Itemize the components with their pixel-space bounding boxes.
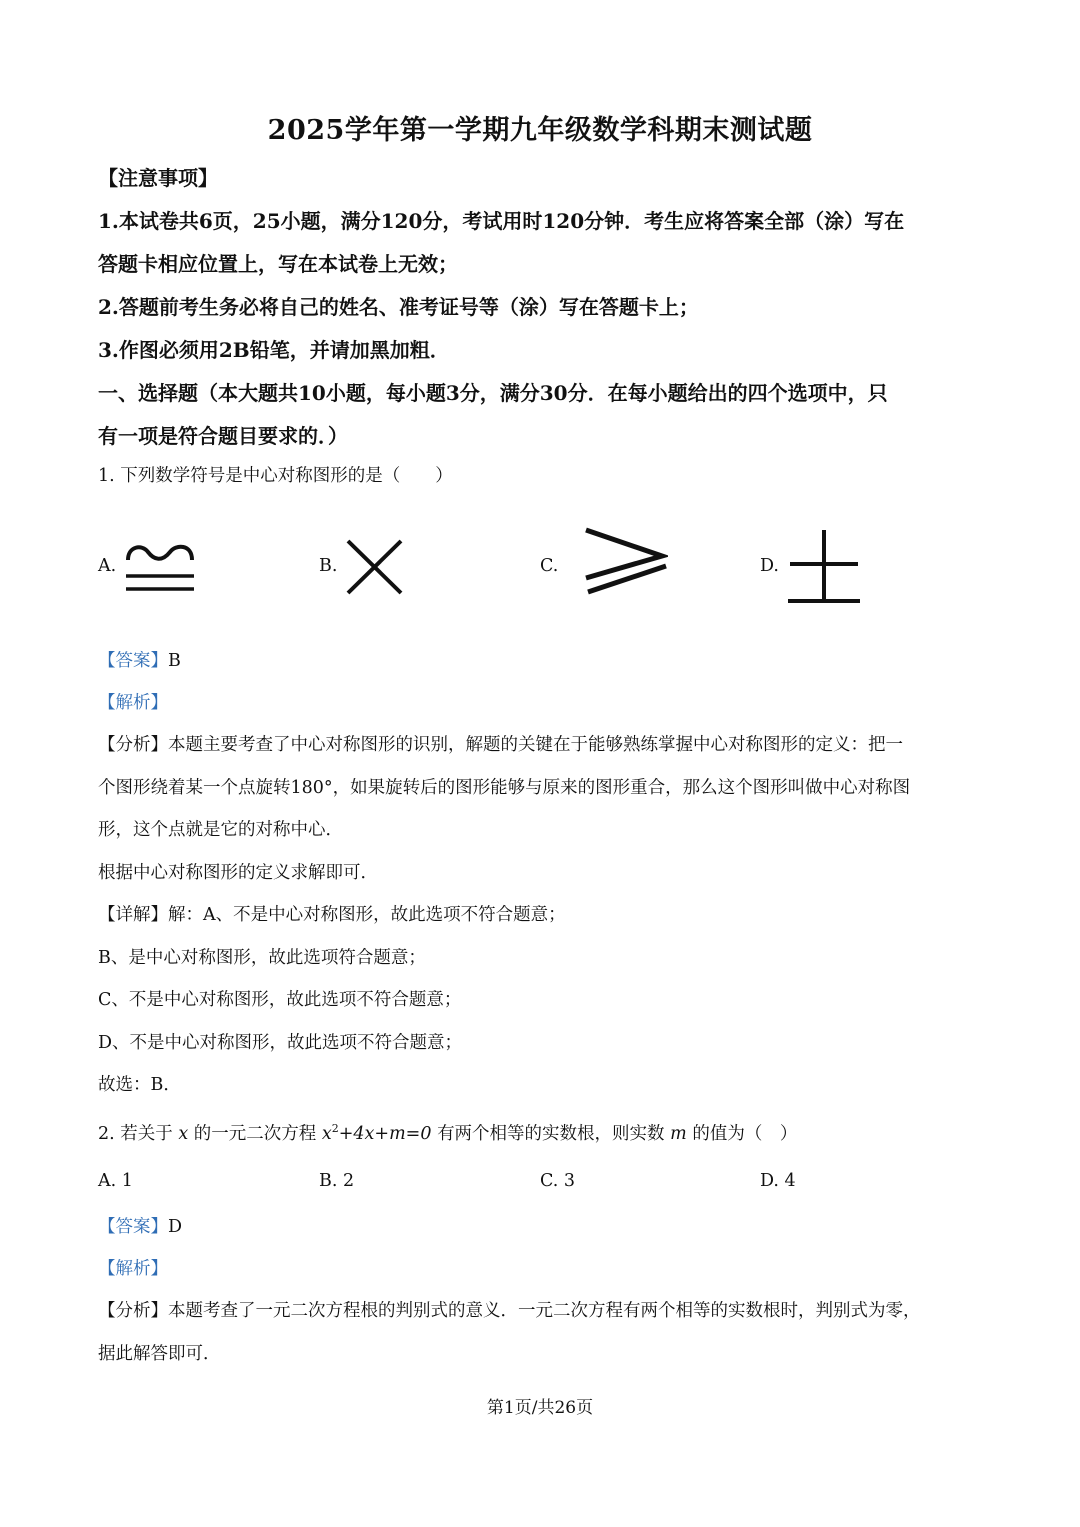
question-2-stem <box>98 1120 988 1145</box>
equation-x: x <box>321 1124 332 1144</box>
q2-fenxi-2: 据此解答即可． <box>98 1344 221 1364</box>
q1-fenxi-2: 个图形绕着某一个点旋转180°，如果旋转后的图形能够与原来的图形重合，那么这个图形叫做中心对称图 <box>98 778 911 798</box>
q2-option-c: C. 3 <box>540 1171 576 1191</box>
q1-xiangjie-2: B、是中心对称图形，故此选项符合题意； <box>98 948 426 968</box>
q2-stem-part: 的值为（ ） <box>692 1124 798 1144</box>
q1-option-c-label: C. <box>540 556 559 576</box>
variable-x: x <box>178 1124 189 1144</box>
analysis-tag: 【解析】 <box>98 1259 168 1279</box>
q2-stem-part: 2. 若关于 <box>98 1124 173 1144</box>
xiangjie-tag: 【详解】 <box>98 905 168 925</box>
equation-rest: +4x+m=0 <box>338 1124 432 1144</box>
fenxi-text: 本题考查了一元二次方程根的判别式的意义．一元二次方程有两个相等的实数根时，判别式为零， <box>168 1301 921 1321</box>
notice-item-1b: 答题卡相应位置上，写在本试卷上无效； <box>98 252 458 276</box>
notice-item-1a: 1.本试卷共6页，25小题，满分120分，考试用时120分钟．考生应将答案全部（涂）写在 <box>98 209 905 233</box>
fenxi-text: 本题主要考查了中心对称图形的识别，解题的关键在于能够熟练掌握中心对称图形的定义：把一 <box>168 735 903 755</box>
q1-fenxi-4: 根据中心对称图形的定义求解即可． <box>98 863 378 883</box>
q2-stem-part: 的一元二次方程 <box>193 1124 317 1144</box>
q1-option-b-label: B. <box>319 556 338 576</box>
q1-option-a-label: A. <box>98 556 117 576</box>
equation-exponent: 2 <box>331 1122 339 1136</box>
q1-xiangjie-4: D、不是中心对称图形，故此选项不符合题意； <box>98 1033 463 1053</box>
q1-fenxi-1 <box>98 731 988 756</box>
answer-tag: 【答案】 <box>98 1217 168 1237</box>
q1-xiangjie-5: 故选：B． <box>98 1075 181 1095</box>
fenxi-tag: 【分析】 <box>98 735 168 755</box>
times-symbol-icon <box>344 538 404 596</box>
page-footer: 第1页/共26页 <box>486 1398 594 1418</box>
notice-heading: 【注意事项】 <box>98 166 218 190</box>
q1-xiangjie-1 <box>98 901 988 926</box>
question-1-stem: 1. 下列数学符号是中心对称图形的是（ ） <box>98 466 453 486</box>
greater-equal-symbol-icon <box>582 526 668 596</box>
fenxi-tag: 【分析】 <box>98 1301 168 1321</box>
q2-option-d: D. 4 <box>760 1171 796 1191</box>
section-heading-1: 一、选择题（本大题共10小题，每小题3分，满分30分．在每小题给出的四个选项中，只 <box>98 381 888 405</box>
notice-item-2: 2.答题前考生务必将自己的姓名、准考证号等（涂）写在答题卡上； <box>98 295 699 319</box>
q1-xiangjie-3: C、不是中心对称图形，故此选项不符合题意； <box>98 990 462 1010</box>
section-heading-2: 有一项是符合题目要求的．） <box>98 424 348 448</box>
q2-fenxi-1 <box>98 1297 988 1322</box>
q1-option-d-label: D. <box>760 556 779 576</box>
analysis-tag: 【解析】 <box>98 693 168 713</box>
xiangjie-text: 解：A、不是中心对称图形，故此选项不符合题意； <box>168 905 566 925</box>
perpendicular-symbol-icon <box>786 528 862 606</box>
approx-equal-symbol-icon <box>122 538 198 594</box>
page-title: 2025学年第一学期九年级数学科期末测试题 <box>267 115 813 146</box>
q2-option-a: A. 1 <box>98 1171 133 1191</box>
q1-answer-row <box>98 647 988 672</box>
variable-m: m <box>670 1124 687 1144</box>
q2-option-b: B. 2 <box>319 1171 355 1191</box>
notice-item-3: 3.作图必须用2B铅笔，并请加黑加粗． <box>98 338 450 362</box>
q2-stem-part: 有两个相等的实数根，则实数 <box>437 1124 665 1144</box>
answer-tag: 【答案】 <box>98 651 168 671</box>
q2-answer-row <box>98 1213 988 1238</box>
q1-fenxi-3: 形，这个点就是它的对称中心． <box>98 820 343 840</box>
answer-value: D <box>168 1217 183 1237</box>
answer-value: B <box>168 651 181 671</box>
